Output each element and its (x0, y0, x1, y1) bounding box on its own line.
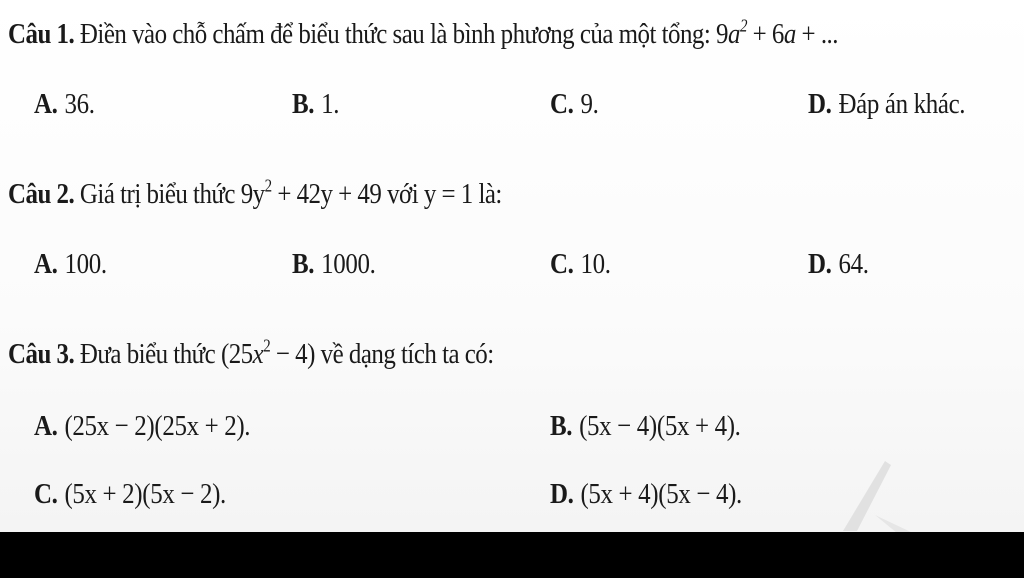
option-label: A. (34, 248, 58, 280)
expr-close: − 4) (275, 338, 315, 370)
q1-option-a[interactable] (34, 88, 95, 121)
expr-var: a (727, 18, 740, 50)
q1-option-c[interactable] (550, 88, 598, 121)
option-value: 10. (580, 248, 611, 280)
option-label: B. (292, 248, 315, 280)
q3-option-d[interactable] (550, 478, 742, 511)
question-3-text: Đưa biểu thức (79, 338, 216, 370)
option-label: C. (34, 478, 58, 510)
option-label: D. (808, 88, 832, 120)
option-value: Đáp án khác. (838, 88, 966, 120)
q3-option-c[interactable] (34, 478, 226, 511)
expr-tail: + ... (801, 18, 838, 50)
expr-coef: 9 (716, 18, 728, 50)
option-value: 100. (64, 248, 107, 280)
q2-option-c[interactable] (550, 248, 611, 281)
bottom-black-bar (0, 532, 1024, 578)
expr-var: y (252, 178, 265, 210)
expr-open: (25 (220, 338, 253, 370)
expr-coef: 9 (240, 178, 253, 210)
question-3-tail: về dạng tích ta có: (320, 338, 494, 370)
question-2-text: Giá trị biểu thức (79, 178, 235, 210)
option-label: A. (34, 410, 58, 442)
q2-option-b[interactable] (292, 248, 375, 281)
question-2-label: Câu 2. (8, 178, 75, 210)
option-label: D. (808, 248, 832, 280)
option-value: (5x − 4)(5x + 4). (579, 410, 741, 442)
question-3-expression (220, 335, 315, 370)
expr-exponent: 2 (739, 15, 747, 36)
question-3 (8, 335, 494, 371)
expr-term: + 6 (752, 18, 784, 50)
q2-option-d[interactable] (808, 248, 869, 281)
option-value: 1. (321, 88, 340, 120)
option-label: B. (550, 410, 573, 442)
expr-var: x (252, 338, 264, 370)
option-value: (25x − 2)(25x + 2). (64, 410, 251, 442)
q1-option-b[interactable] (292, 88, 339, 121)
option-value: 36. (64, 88, 95, 120)
option-value: (5x + 4)(5x − 4). (580, 478, 742, 510)
expr-exponent: 2 (263, 335, 271, 356)
question-2-expression (240, 175, 382, 210)
q2-option-a[interactable] (34, 248, 107, 281)
question-2-tail: là: (478, 178, 502, 210)
question-2 (8, 175, 502, 211)
expr-rest: + 42y + 49 (277, 178, 382, 210)
question-2-condition: y = 1 (423, 178, 473, 210)
q3-option-b[interactable] (550, 410, 741, 443)
option-value: 64. (838, 248, 869, 280)
option-label: C. (550, 88, 574, 120)
question-1-label: Câu 1. (8, 18, 75, 50)
option-label: D. (550, 478, 574, 510)
expr-var-2: a (783, 18, 796, 50)
expr-exponent: 2 (264, 175, 272, 196)
question-2-middle: với (387, 178, 419, 210)
question-3-label: Câu 3. (8, 338, 75, 370)
q1-option-d[interactable] (808, 88, 965, 121)
option-label: C. (550, 248, 574, 280)
option-label: B. (292, 88, 315, 120)
option-value: (5x + 2)(5x − 2). (64, 478, 226, 510)
q3-option-a[interactable] (34, 410, 250, 443)
question-1-expression (716, 15, 838, 50)
question-1 (8, 15, 838, 51)
option-value: 9. (580, 88, 599, 120)
question-1-text: Điền vào chỗ chấm để biểu thức sau là bình phương của một tổng: (79, 18, 711, 50)
watermark-logo-icon (835, 455, 915, 532)
option-value: 1000. (321, 248, 376, 280)
option-label: A. (34, 88, 58, 120)
